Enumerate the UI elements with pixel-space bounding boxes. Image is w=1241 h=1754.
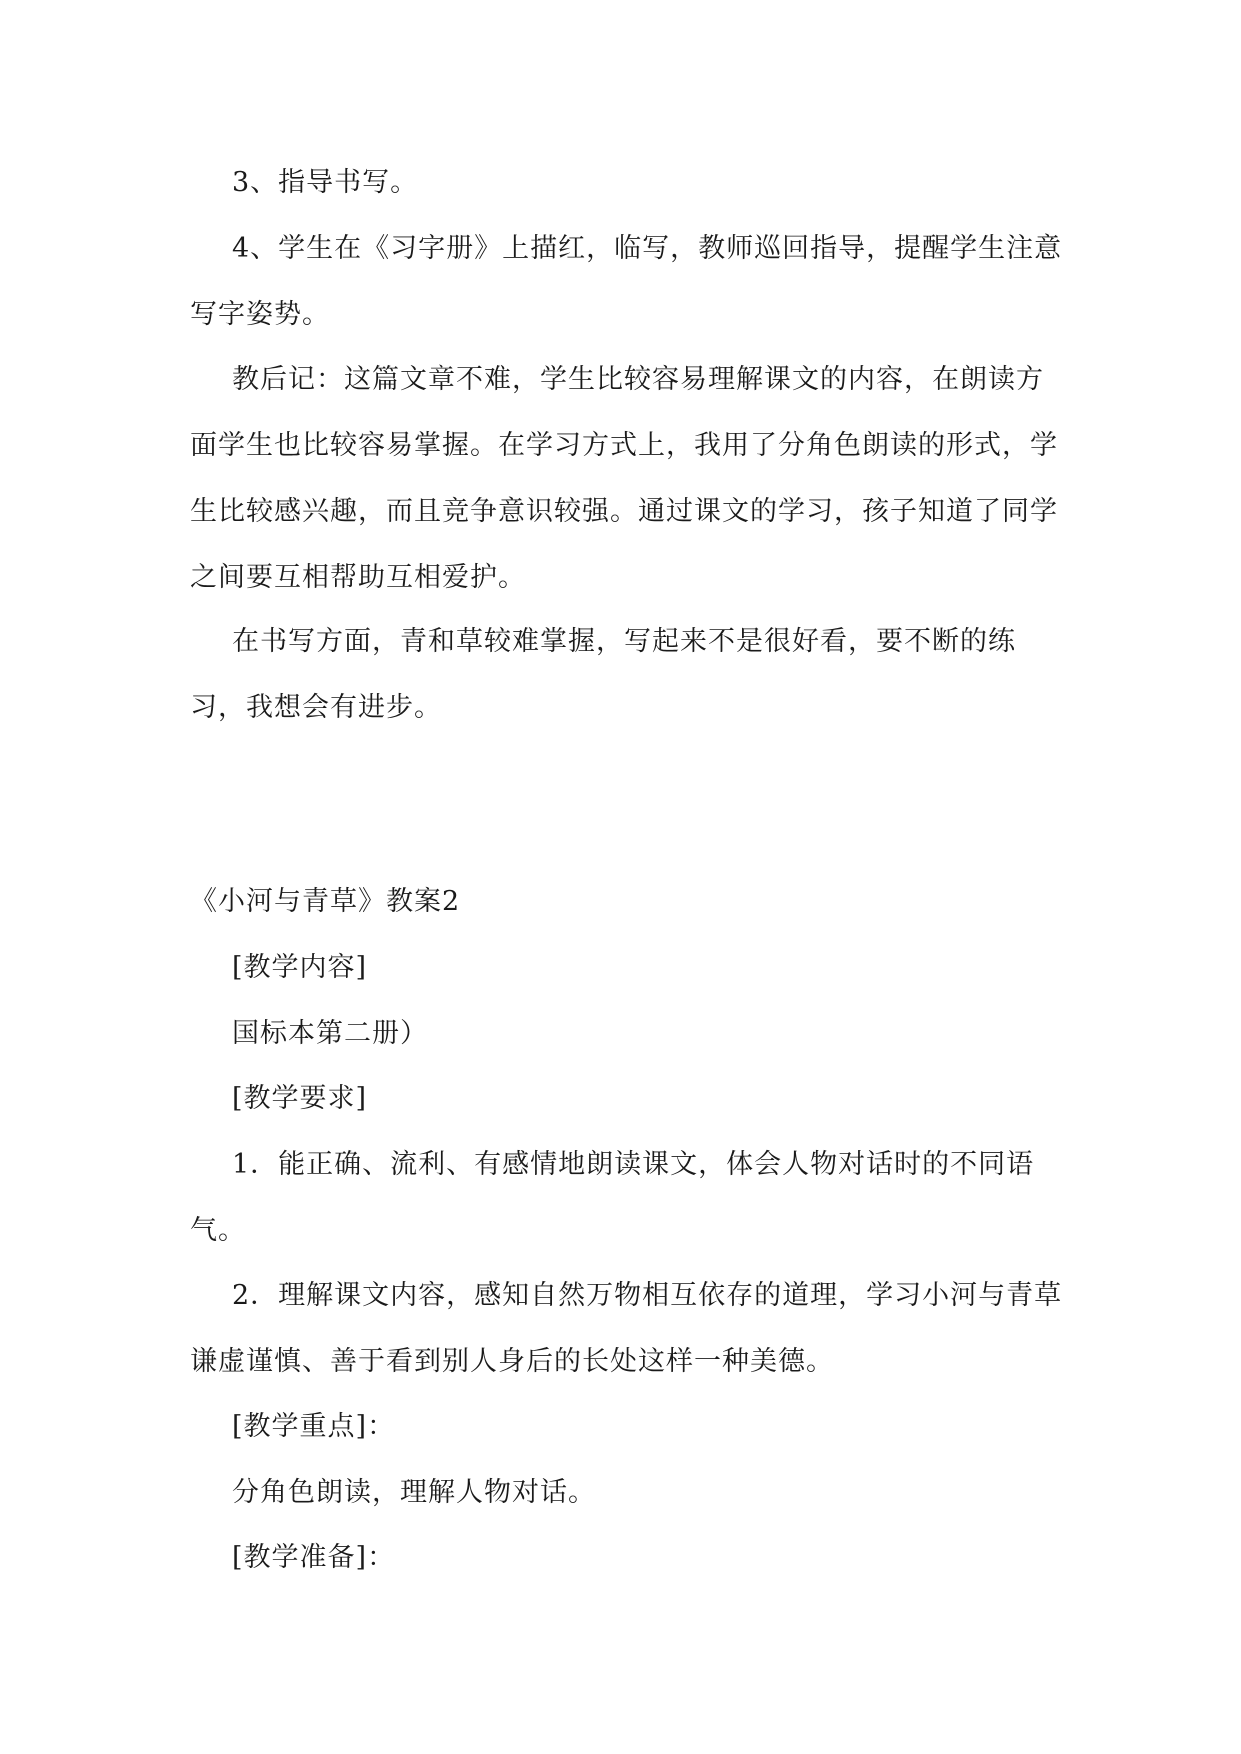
paragraph-practice-writing: 4、学生在《习字册》上描红，临写，教师巡回指导，提醒学生注意写字姿势。	[190, 233, 1063, 330]
paragraph-teaching-reflection: 教后记：这篇文章不难，学生比较容易理解课文的内容，在朗读方面学生也比较容易掌握。在学习方式上，我用了分角色朗读的形式，学生比较感兴趣，而且竞争意识较强。通过课文的学习，孩子知道了同学之间要互相帮助互相爱护。	[190, 364, 1058, 593]
teaching-requirements-heading: [教学要求]	[232, 1083, 368, 1114]
teaching-focus-heading: [教学重点]：	[232, 1411, 396, 1442]
paragraph-guide-writing: 3、指导书写。	[232, 167, 419, 198]
requirement-item-1: 1．能正确、流利、有感情地朗读课文，体会人物对话时的不同语气。	[190, 1149, 1035, 1246]
paragraph-writing-reflection: 在书写方面，青和草较难掌握，写起来不是很好看，要不断的练习，我想会有进步。	[190, 626, 1016, 723]
teaching-content-text: 国标本第二册）	[232, 1018, 428, 1049]
requirement-item-2: 2．理解课文内容，感知自然万物相互依存的道理，学习小河与青草谦虚谨慎、善于看到别人身后的长处这样一种美德。	[190, 1280, 1063, 1377]
teaching-content-heading: [教学内容]	[232, 952, 368, 983]
teaching-preparation-heading: [教学准备]：	[232, 1542, 396, 1573]
teaching-focus-text: 分角色朗读，理解人物对话。	[232, 1477, 596, 1508]
lesson-plan-title: 《小河与青草》教案2	[190, 886, 461, 917]
